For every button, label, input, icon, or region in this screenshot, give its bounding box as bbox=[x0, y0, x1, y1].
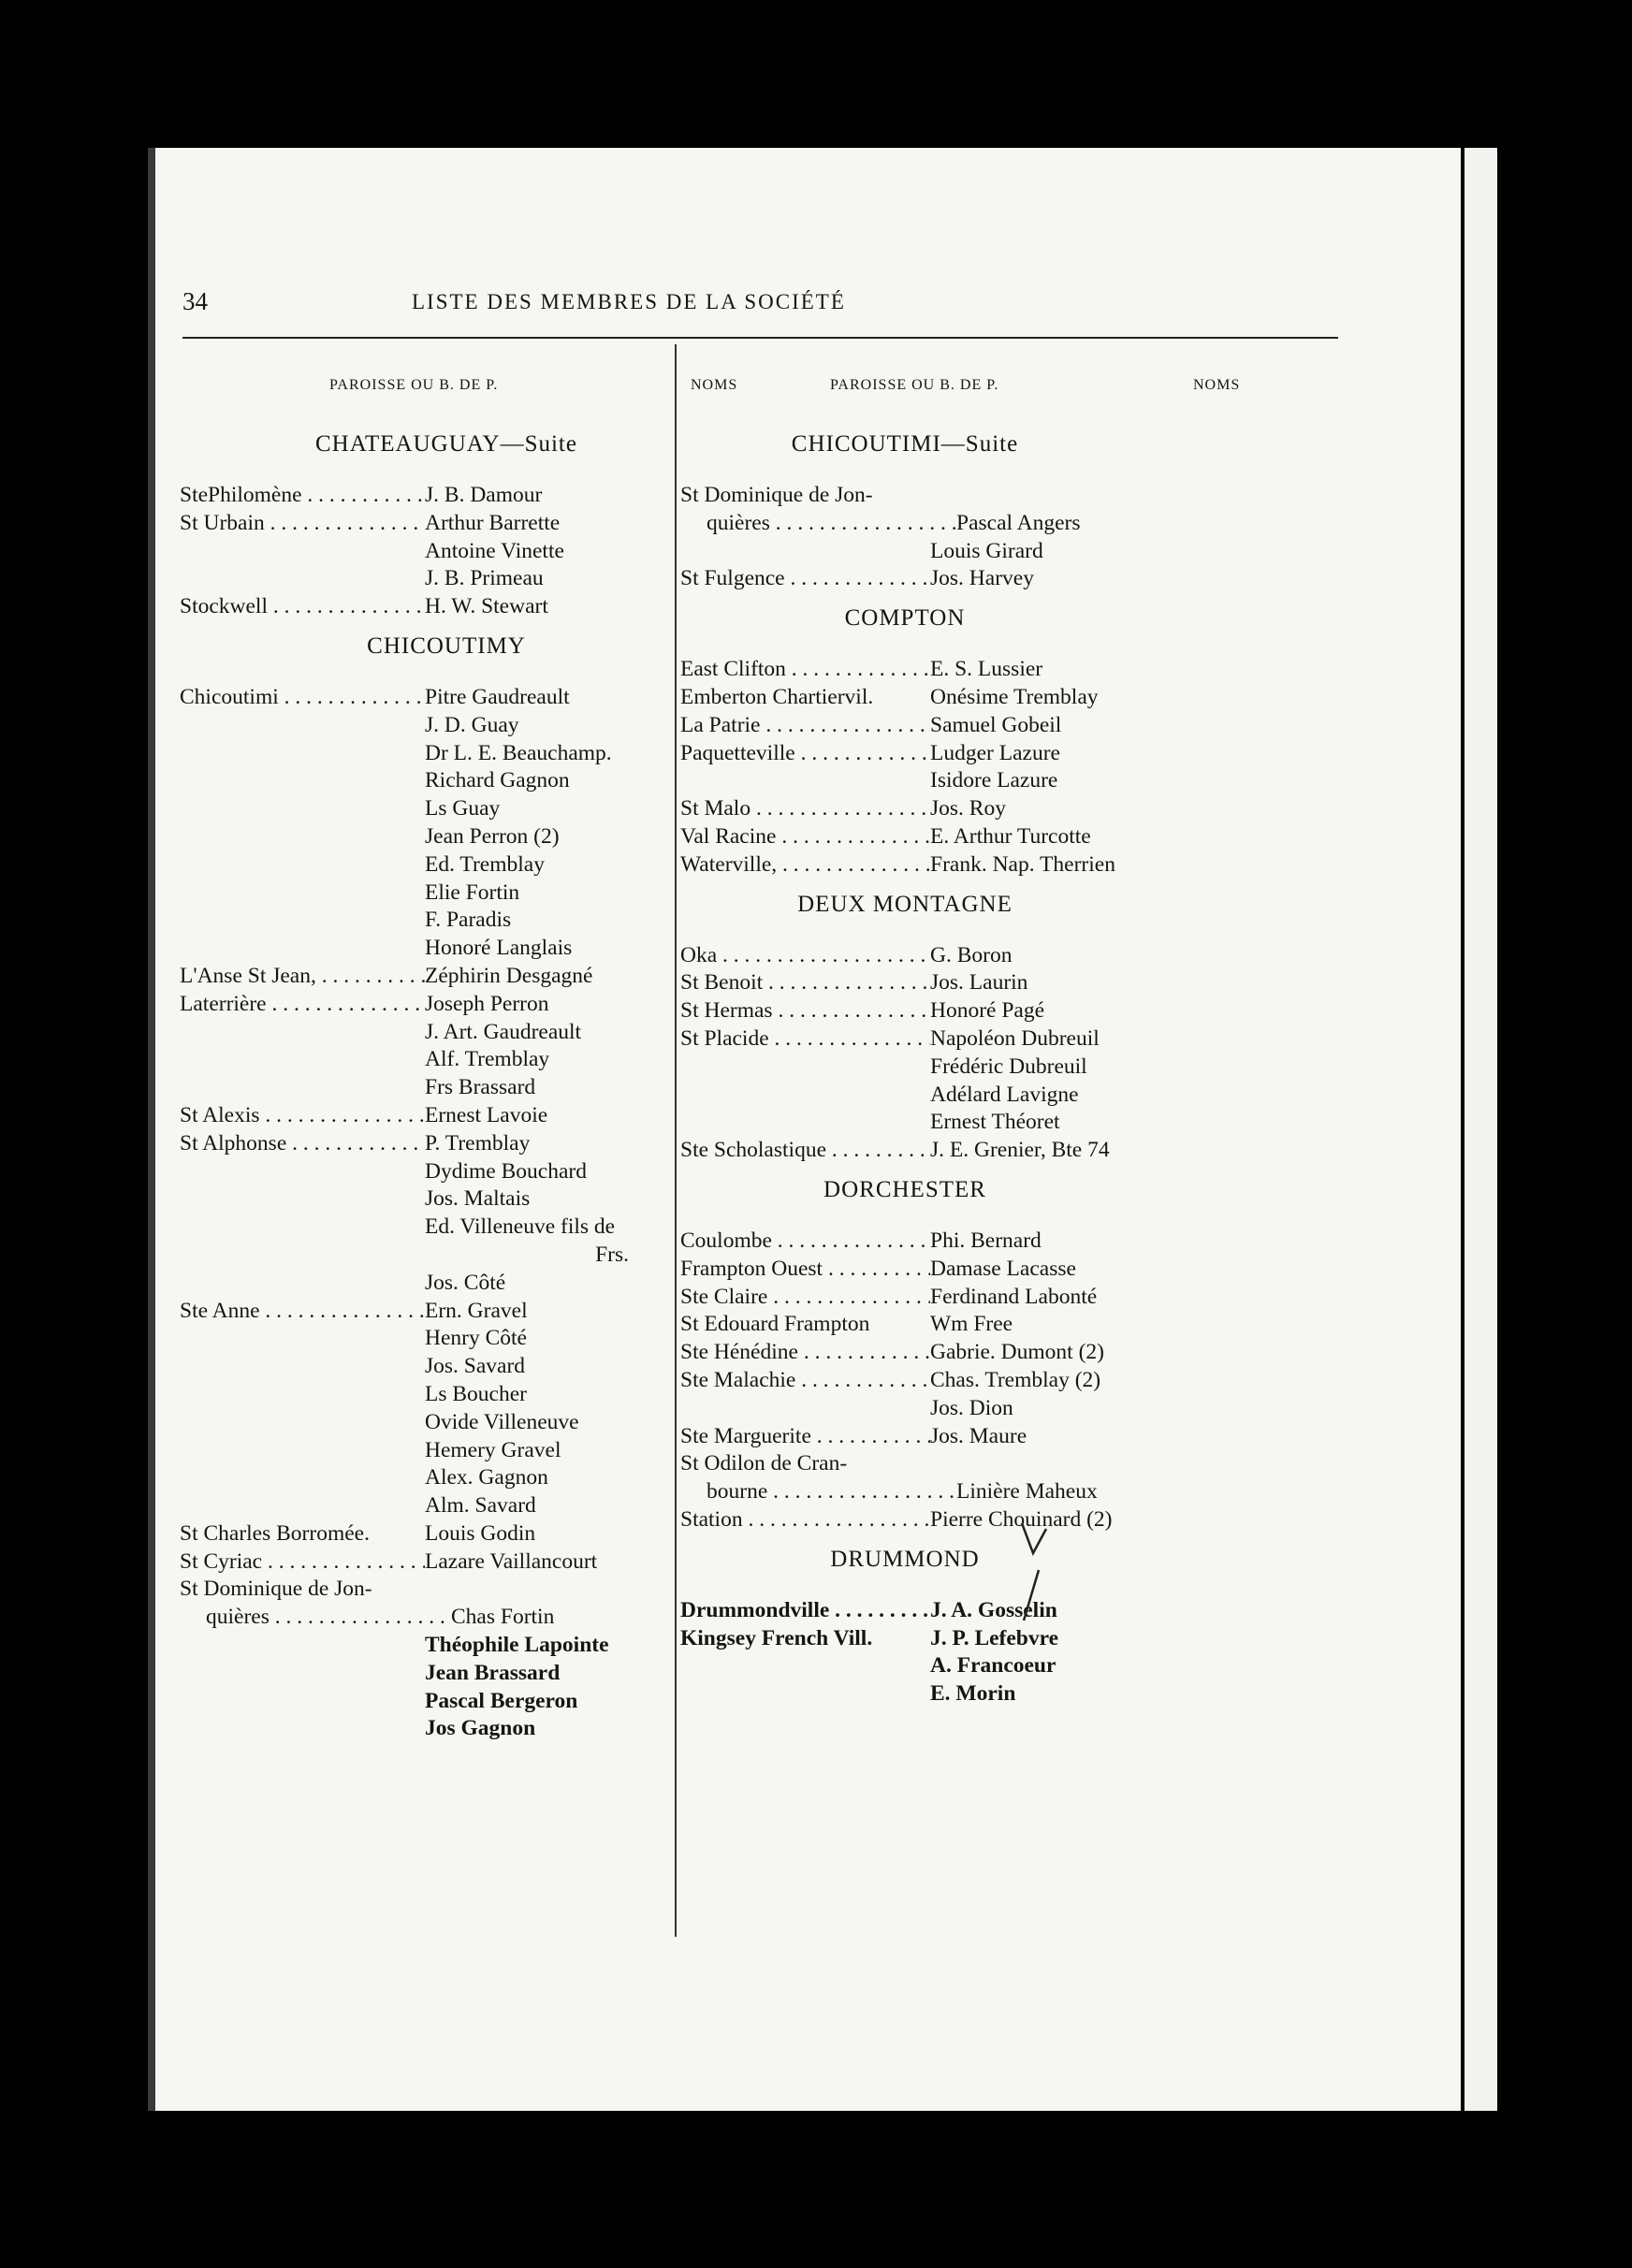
member-name: Louis Girard bbox=[930, 538, 1043, 563]
parish-name: Emberton Chartiervil. bbox=[680, 684, 874, 709]
parish-name: St Placide . . . bbox=[680, 1025, 930, 1054]
member-row bbox=[680, 1082, 1158, 1110]
parish-name bbox=[180, 795, 425, 823]
left-header-names: NOMS bbox=[691, 377, 738, 393]
member-row bbox=[680, 482, 1158, 510]
member-row bbox=[680, 1625, 1158, 1653]
section-heading: COMPTON bbox=[844, 605, 966, 632]
member-row bbox=[180, 1520, 657, 1548]
member-name: Jos. Roy bbox=[930, 796, 1006, 821]
member-row bbox=[680, 1367, 1158, 1395]
member-name: Jos. Côté bbox=[425, 1270, 506, 1295]
member-name: Jos. Maure bbox=[930, 1423, 1027, 1448]
member-row bbox=[180, 1074, 657, 1102]
member-row bbox=[680, 1680, 1158, 1708]
member-row bbox=[680, 1284, 1158, 1312]
member-row bbox=[180, 1688, 657, 1716]
member-name: Alex. Gagnon bbox=[425, 1465, 548, 1490]
member-row bbox=[180, 851, 657, 880]
member-row bbox=[680, 1652, 1158, 1680]
parish-name bbox=[180, 538, 425, 566]
parish-name: Drummondville . . . bbox=[680, 1597, 930, 1625]
member-row bbox=[180, 1046, 657, 1074]
member-name: H. W. Stewart bbox=[425, 594, 548, 619]
member-name: Ed. Tremblay bbox=[425, 851, 545, 877]
parish-name bbox=[180, 1046, 425, 1074]
member-row bbox=[180, 565, 657, 593]
member-name: Zéphirin Desgagné bbox=[425, 963, 593, 988]
member-row bbox=[180, 482, 657, 510]
parish-name bbox=[180, 1214, 425, 1242]
member-row bbox=[180, 1353, 657, 1381]
running-title: LISTE DES MEMBRES DE LA SOCIÉTÉ bbox=[412, 290, 846, 313]
parish-name: Chicoutimi . . . bbox=[180, 684, 425, 712]
member-row bbox=[180, 1604, 657, 1632]
member-row bbox=[180, 1464, 657, 1492]
member-name: Frank. Nap. Therrien bbox=[930, 851, 1115, 877]
parish-name: St Alexis . . . bbox=[180, 1102, 425, 1130]
member-name: Louis Godin bbox=[425, 1520, 536, 1546]
parish-name: Ste Malachie . . . bbox=[680, 1367, 930, 1395]
parish-name bbox=[180, 1660, 425, 1688]
section-heading: CHICOUTIMY bbox=[367, 632, 526, 659]
member-row bbox=[680, 1450, 1158, 1478]
parish-name: St Charles Borromée. bbox=[180, 1520, 370, 1546]
member-row bbox=[680, 1478, 1158, 1506]
member-row bbox=[180, 767, 657, 795]
parish-name bbox=[180, 1632, 425, 1660]
member-name: Damase Lacasse bbox=[930, 1256, 1076, 1281]
member-name: J. B. Damour bbox=[425, 483, 543, 507]
right-header-parish: PAROISSE OU B. DE P. bbox=[830, 377, 999, 393]
parish-name: La Patrie . . . bbox=[680, 712, 930, 740]
member-row bbox=[680, 565, 1158, 593]
parish-name: St Urbain . . . bbox=[180, 510, 425, 538]
member-name: A. Francoeur bbox=[930, 1653, 1056, 1679]
member-name: Jean Brassard bbox=[425, 1660, 561, 1685]
member-name: Dr L. E. Beauchamp. bbox=[425, 740, 612, 765]
member-row bbox=[680, 851, 1158, 880]
member-name: Ferdinand Labonté bbox=[930, 1284, 1098, 1309]
member-name: Ern. Gravel bbox=[425, 1298, 528, 1323]
member-row bbox=[180, 1548, 657, 1577]
member-row bbox=[680, 538, 1158, 566]
parish-name bbox=[180, 1270, 425, 1298]
member-row bbox=[180, 1130, 657, 1158]
member-name: Napoléon Dubreuil bbox=[930, 1025, 1100, 1051]
parish-name bbox=[680, 1395, 930, 1423]
member-name: Jos. Maltais bbox=[425, 1186, 531, 1212]
member-row bbox=[180, 1019, 657, 1047]
member-row bbox=[180, 963, 657, 991]
parish-name: Paquetteville . . . bbox=[680, 740, 930, 768]
member-name: E. Arthur Turcotte bbox=[930, 823, 1091, 849]
parish-name: St Hermas . . . bbox=[680, 997, 930, 1025]
parish-name bbox=[180, 1185, 425, 1214]
member-row bbox=[180, 1158, 657, 1186]
parish-name bbox=[680, 767, 930, 795]
member-row bbox=[180, 538, 657, 566]
member-name: Hemery Gravel bbox=[425, 1437, 561, 1462]
member-row bbox=[180, 823, 657, 851]
member-name bbox=[930, 482, 1158, 510]
parish-name bbox=[180, 823, 425, 851]
parish-name: Stockwell . . . bbox=[180, 593, 425, 621]
member-name: Ed. Villeneuve fils de bbox=[425, 1214, 616, 1240]
member-row bbox=[180, 1715, 657, 1743]
parish-name: Ste Hénédine . . . bbox=[680, 1339, 930, 1367]
member-name: Alm. Savard bbox=[425, 1493, 536, 1519]
parish-name bbox=[180, 1409, 425, 1437]
parish-name bbox=[680, 1109, 930, 1137]
member-name: Pierre Chouinard (2) bbox=[930, 1506, 1113, 1532]
member-name: Chas Fortin bbox=[451, 1605, 555, 1630]
member-name: Richard Gagnon bbox=[425, 768, 570, 793]
member-row bbox=[180, 935, 657, 963]
parish-name bbox=[180, 712, 425, 740]
parish-name: East Clifton . . . bbox=[680, 656, 930, 684]
member-row bbox=[180, 510, 657, 538]
parish-name: St Fulgence . . . bbox=[680, 565, 930, 593]
parish-name bbox=[180, 880, 425, 908]
parish-name bbox=[180, 1158, 425, 1186]
member-name: Jos. Harvey bbox=[930, 566, 1034, 591]
parish-name: St Malo . . . bbox=[680, 795, 930, 823]
member-row bbox=[180, 1102, 657, 1130]
member-name: E. S. Lussier bbox=[930, 657, 1043, 682]
member-row bbox=[180, 1214, 657, 1242]
member-row bbox=[680, 767, 1158, 795]
member-name: Honoré Pagé bbox=[930, 998, 1045, 1024]
parish-name: StePhilomène . . . bbox=[180, 482, 425, 510]
member-row bbox=[680, 1109, 1158, 1137]
handwritten-check-mark bbox=[1011, 1516, 1067, 1628]
member-name: J. Art. Gaudreault bbox=[425, 1019, 582, 1044]
parish-name bbox=[180, 767, 425, 795]
member-row bbox=[680, 795, 1158, 823]
member-name: Pascal Angers bbox=[956, 510, 1081, 535]
parish-name bbox=[680, 538, 930, 566]
parish-name bbox=[180, 1019, 425, 1047]
parish-name bbox=[680, 1082, 930, 1110]
member-name: Frs Brassard bbox=[425, 1075, 536, 1100]
parish-name: Ste Claire . . . bbox=[680, 1284, 930, 1312]
parish-name: Ste Anne . . . bbox=[180, 1298, 425, 1326]
parish-name bbox=[180, 851, 425, 880]
parish-name: Ste Marguerite . . . bbox=[680, 1423, 930, 1451]
member-name: Théophile Lapointe bbox=[425, 1633, 609, 1658]
member-name: Gabrie. Dumont (2) bbox=[930, 1340, 1104, 1365]
member-row bbox=[680, 1228, 1158, 1256]
parish-name: St Alphonse . . . bbox=[180, 1130, 425, 1158]
member-row bbox=[180, 795, 657, 823]
member-name: J. A. Gosselin bbox=[930, 1597, 1057, 1622]
member-name: Frédéric Dubreuil bbox=[930, 1054, 1087, 1079]
member-row bbox=[680, 656, 1158, 684]
member-name: F. Paradis bbox=[425, 908, 512, 933]
parish-name: St Dominique de Jon- bbox=[680, 483, 873, 507]
member-row bbox=[680, 969, 1158, 997]
member-row bbox=[680, 712, 1158, 740]
member-name: Wm Free bbox=[930, 1312, 1013, 1337]
right-header-names: NOMS bbox=[1193, 377, 1241, 393]
member-row bbox=[680, 510, 1158, 538]
right-column bbox=[680, 430, 1158, 1708]
member-row bbox=[180, 684, 657, 712]
member-name: Onésime Tremblay bbox=[930, 684, 1099, 709]
section-heading: DRUMMOND bbox=[830, 1546, 980, 1572]
member-name: Linière Maheux bbox=[956, 1479, 1098, 1505]
member-row bbox=[180, 1409, 657, 1437]
member-row bbox=[180, 1242, 657, 1270]
parish-name: St Cyriac . . . bbox=[180, 1548, 425, 1577]
parish-name: St Odilon de Cran- bbox=[680, 1451, 848, 1476]
member-name: Pitre Gaudreault bbox=[425, 684, 570, 709]
member-name: Frs. bbox=[595, 1242, 629, 1267]
member-name: Henry Côté bbox=[425, 1326, 527, 1351]
member-name: Jos Gagnon bbox=[425, 1716, 536, 1741]
parish-name bbox=[680, 1054, 930, 1082]
member-name: Arthur Barrette bbox=[425, 510, 561, 535]
member-name: Ernest Lavoie bbox=[425, 1102, 548, 1127]
member-row bbox=[180, 712, 657, 740]
member-row bbox=[180, 1270, 657, 1298]
member-name bbox=[930, 1450, 1158, 1478]
member-row bbox=[180, 1632, 657, 1660]
member-name: J. E. Grenier, Bte 74 bbox=[930, 1138, 1110, 1163]
member-name: Pascal Bergeron bbox=[425, 1688, 578, 1713]
parish-name: L'Anse St Jean, . . . bbox=[180, 963, 425, 991]
section-heading: CHATEAUGUAY—Suite bbox=[315, 431, 577, 457]
member-name: Jean Perron (2) bbox=[425, 823, 560, 849]
page-number: 34 bbox=[182, 287, 208, 315]
member-row bbox=[180, 593, 657, 621]
member-name: Jos. Savard bbox=[425, 1354, 526, 1379]
member-name: Isidore Lazure bbox=[930, 768, 1058, 793]
header-rule bbox=[182, 337, 1338, 339]
parish-name bbox=[180, 1715, 425, 1743]
member-name: Lazare Vaillancourt bbox=[425, 1548, 598, 1574]
parish-name: Ste Scholastique . . . bbox=[680, 1137, 930, 1165]
parish-name bbox=[680, 1680, 930, 1708]
left-header-parish: PAROISSE OU B. DE P. bbox=[329, 377, 499, 393]
parish-name: bourne . . . bbox=[680, 1478, 956, 1506]
parish-name bbox=[180, 1074, 425, 1102]
section-heading: DORCHESTER bbox=[823, 1176, 986, 1202]
member-name: Samuel Gobeil bbox=[930, 712, 1062, 737]
member-name: Honoré Langlais bbox=[425, 936, 573, 961]
member-row bbox=[180, 1325, 657, 1353]
member-row bbox=[680, 1339, 1158, 1367]
parish-name bbox=[180, 1242, 425, 1270]
adjacent-page-edge bbox=[1464, 148, 1497, 2111]
parish-name: St Dominique de Jon- bbox=[180, 1577, 372, 1602]
member-row bbox=[180, 1492, 657, 1520]
member-row bbox=[680, 942, 1158, 970]
parish-name: Val Racine . . . bbox=[680, 823, 930, 851]
member-name: Joseph Perron bbox=[425, 991, 549, 1016]
parish-name bbox=[680, 1652, 930, 1680]
member-name: Elie Fortin bbox=[425, 880, 520, 905]
parish-name: Frampton Ouest . . . bbox=[680, 1256, 930, 1284]
parish-name bbox=[180, 565, 425, 593]
member-row bbox=[680, 823, 1158, 851]
member-name: Alf. Tremblay bbox=[425, 1047, 550, 1072]
member-name: Jos. Dion bbox=[930, 1395, 1013, 1420]
parish-name bbox=[180, 1437, 425, 1465]
member-name: Ernest Théoret bbox=[930, 1110, 1060, 1135]
parish-name: St Edouard Frampton bbox=[680, 1312, 870, 1337]
section-heading: CHICOUTIMI—Suite bbox=[791, 431, 1019, 457]
parish-name bbox=[180, 740, 425, 768]
member-row bbox=[180, 1437, 657, 1465]
member-name: J. D. Guay bbox=[425, 712, 519, 737]
member-row bbox=[680, 1597, 1158, 1625]
member-name: J. B. Primeau bbox=[425, 566, 544, 591]
parish-name: Kingsey French Vill. bbox=[680, 1625, 873, 1650]
parish-name bbox=[180, 1688, 425, 1716]
member-name: Ls Boucher bbox=[425, 1381, 527, 1406]
column-divider bbox=[675, 344, 677, 1937]
parish-name: St Benoit . . . bbox=[680, 969, 930, 997]
parish-name bbox=[180, 1325, 425, 1353]
left-column bbox=[180, 430, 657, 1743]
member-row bbox=[680, 1025, 1158, 1054]
parish-name bbox=[180, 1353, 425, 1381]
parish-name: quières . . . bbox=[680, 510, 956, 538]
parish-name bbox=[180, 1464, 425, 1492]
member-row bbox=[680, 740, 1158, 768]
member-row bbox=[180, 1660, 657, 1688]
member-name: Jos. Laurin bbox=[930, 970, 1028, 996]
parish-name: Coulombe . . . bbox=[680, 1228, 930, 1256]
member-row bbox=[180, 1381, 657, 1409]
member-row bbox=[180, 880, 657, 908]
parish-name bbox=[180, 1492, 425, 1520]
member-row bbox=[680, 684, 1158, 712]
member-name: P. Tremblay bbox=[425, 1130, 531, 1156]
member-row bbox=[180, 907, 657, 935]
parish-name: Station . . . bbox=[680, 1506, 930, 1534]
parish-name: Laterrière . . . bbox=[180, 991, 425, 1019]
parish-name: Waterville, . . . bbox=[680, 851, 930, 880]
member-row bbox=[180, 991, 657, 1019]
parish-name bbox=[180, 935, 425, 963]
section-heading: DEUX MONTAGNE bbox=[797, 891, 1013, 917]
member-row bbox=[680, 1311, 1158, 1339]
member-name: Dydime Bouchard bbox=[425, 1158, 587, 1184]
member-row bbox=[180, 1185, 657, 1214]
parish-name: quières . . . bbox=[180, 1604, 451, 1632]
member-name: G. Boron bbox=[930, 942, 1013, 967]
member-name: Ludger Lazure bbox=[930, 740, 1060, 765]
parish-name bbox=[180, 1381, 425, 1409]
member-row bbox=[680, 1054, 1158, 1082]
member-row bbox=[180, 1298, 657, 1326]
member-row bbox=[680, 997, 1158, 1025]
parish-name bbox=[180, 907, 425, 935]
member-name: Ls Guay bbox=[425, 796, 501, 821]
member-name: Ovide Villeneuve bbox=[425, 1409, 579, 1434]
member-row bbox=[180, 740, 657, 768]
member-name: J. P. Lefebvre bbox=[930, 1625, 1059, 1650]
member-name: Antoine Vinette bbox=[425, 538, 564, 563]
member-row bbox=[680, 1256, 1158, 1284]
member-name: Phi. Bernard bbox=[930, 1228, 1042, 1253]
member-row bbox=[680, 1395, 1158, 1423]
member-row bbox=[680, 1506, 1158, 1534]
member-row bbox=[180, 1576, 657, 1604]
member-name: E. Morin bbox=[930, 1681, 1016, 1707]
member-name: Chas. Tremblay (2) bbox=[930, 1367, 1101, 1392]
member-row bbox=[680, 1137, 1158, 1165]
member-name bbox=[425, 1576, 657, 1604]
parish-name: Oka . . . bbox=[680, 942, 930, 970]
member-name: Adélard Lavigne bbox=[930, 1082, 1079, 1107]
member-row bbox=[680, 1423, 1158, 1451]
